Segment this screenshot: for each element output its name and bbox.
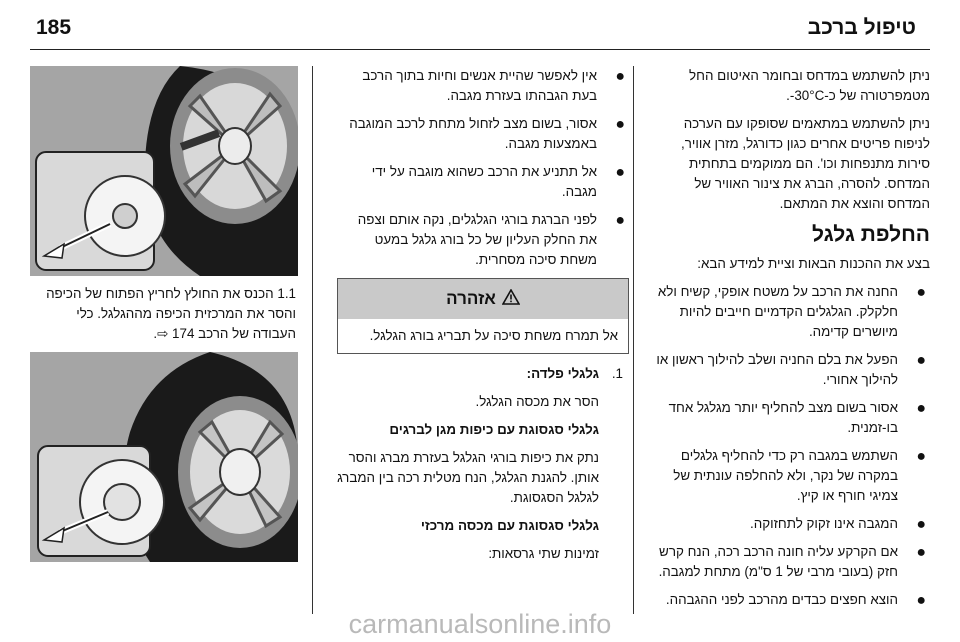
bullet-icon: ● <box>916 448 926 465</box>
page-title: טיפול ברכב <box>807 16 916 39</box>
column-divider <box>312 66 313 614</box>
bullet-icon: ● <box>615 68 625 85</box>
bullet-icon: ● <box>916 544 926 561</box>
column-divider <box>633 66 634 614</box>
step-title: גלגלי פלדה: <box>526 366 599 381</box>
bullet-icon: ● <box>615 212 625 229</box>
caption-reference: 174 ⇨. <box>153 326 195 341</box>
column-left <box>30 66 298 562</box>
step-text: הסר את מכסה הגלגל. <box>475 394 599 409</box>
bullet-icon: ● <box>916 516 926 533</box>
bullet-icon: ● <box>615 164 625 181</box>
instructions-list <box>652 282 930 610</box>
instructions-list <box>337 66 629 270</box>
section-intro: בצע את ההכנות הבאות וציית למידע הבא: <box>697 256 930 271</box>
intro-paragraph: ניתן להשתמש במתאמים שסופקו עם הערכה לניפוח פריטים אחרים כגון כדורגל, מזרן אוויר, סירות מתנפחות וכו'. הם ממוקמים בתחתית המדחס. להסרה, הברג את צינור האוויר של המדחס והוצא את המתאם. <box>681 116 930 211</box>
list-item: ● הוצא חפצים כבדים מהרכב לפני ההגבהה. <box>665 592 926 609</box>
subheading: גלגלי סגסוגת עם כיפות מגן לברגים <box>389 422 599 437</box>
bullet-icon: ● <box>916 352 926 369</box>
paragraph: נתק את כיפות בורגי הגלגל בעזרת מברג והסר אותן. להגנת הגלגל, הנח מטלית רכה בין המברג לגלגל הסגסוגת. <box>337 450 599 505</box>
paragraph: זמינות שתי גרסאות: <box>488 546 599 561</box>
warning-header <box>338 279 628 319</box>
list-item: ● השתמש במגבה רק כדי להחליף גלגלים במקרה של נקר, ולא להחלפה עונתית של צמיגי חורף או קיץ. <box>673 448 926 503</box>
bullet-icon: ● <box>916 284 926 301</box>
header-rule <box>30 49 930 50</box>
list-item: ● אם הקרקע עליה חונה הרכב רכה, הנח קרש חזק (בעובי מרבי של 1 ס"מ) מתחת למגבה. <box>658 544 926 579</box>
wheel-cap-illustration <box>30 66 298 276</box>
bullet-icon: ● <box>916 400 926 417</box>
list-item: ● אל תתניע את הרכב כשהוא מוגבה על ידי מגבה. <box>371 164 625 199</box>
bullet-icon: ● <box>615 116 625 133</box>
caption-text: הכנס את החולץ לחריץ הפתוח של הכיפה והסר את המרכזית הכיפה מההגלגל. כלי העבודה של הרכב <box>46 286 296 341</box>
column-middle <box>337 66 629 572</box>
warning-title: אזהרה <box>446 289 496 308</box>
page-number: 185 <box>36 16 72 39</box>
list-item: ● אין לאפשר שהיית אנשים וחיות בתוך הרכב בעת הגבהתו בעזרת מגבה. <box>362 68 625 103</box>
list-item: ● החנה את הרכב על משטח אופקי, קשיח ולא חלקלק. הגלגלים הקדמיים חייבים להיות מיושרים קדימה. <box>657 284 926 339</box>
list-item: ● אסור, בשום מצב לזחול מתחת לרכב המוגבה באמצעות מגבה. <box>349 116 625 151</box>
bullet-icon: ● <box>916 592 926 609</box>
section-heading: החלפת גלגל <box>812 223 930 246</box>
list-item: ● המגבה אינו זקוק לתחזוקה. <box>750 516 926 533</box>
list-item: ● אסור בשום מצב להחליף יותר מגלגל אחד בו-זמנית. <box>668 400 926 435</box>
watermark: carmanualsonline.info <box>348 609 612 639</box>
step-item <box>337 364 629 564</box>
wheel-center-cap-illustration <box>30 352 298 562</box>
list-item: ● לפני הברגת בורגי הגלגלים, נקה אותם וצפה את החלק העליון של כל בורג גלגל במעט משחת סיכה מסחרית. <box>357 212 625 267</box>
page-header <box>30 16 930 42</box>
subheading: גלגלי סגסוגת עם מכסה מרכזי <box>420 518 599 533</box>
column-right <box>652 66 930 618</box>
caption-number: 1.1 <box>277 286 296 301</box>
figure-caption <box>30 276 298 352</box>
warning-text: אל תמרח משחת סיכה על תבריג בורג הגלגל. <box>369 328 618 343</box>
list-item: ● הפעל את בלם החניה ושלב להילוך ראשון או להילוך אחורי. <box>656 352 926 387</box>
warning-box <box>337 278 629 354</box>
step-number: 1. <box>611 366 623 381</box>
warning-icon <box>502 289 520 310</box>
intro-paragraph: ניתן להשתמש במדחס ובחומר האיטום החל מטמפרטורה של כ-‎-30°C. <box>689 68 930 103</box>
